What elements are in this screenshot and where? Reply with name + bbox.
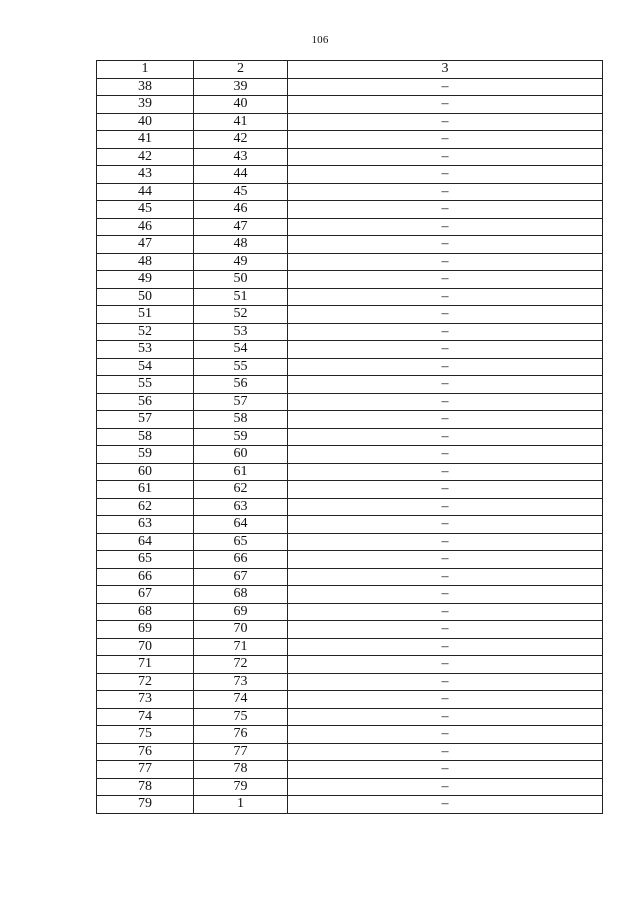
table-cell-col-2: 51 <box>194 288 288 306</box>
table-cell-col-1: 76 <box>97 743 194 761</box>
table-cell-col-3: – <box>288 673 603 691</box>
table-cell-col-1: 62 <box>97 498 194 516</box>
table-cell-col-2: 78 <box>194 761 288 779</box>
table-cell-col-3: – <box>288 131 603 149</box>
table-cell-col-3: – <box>288 201 603 219</box>
table-row <box>97 288 603 306</box>
table-row <box>97 411 603 429</box>
table-row <box>97 253 603 271</box>
table-cell-col-3: – <box>288 148 603 166</box>
table-cell-col-2: 57 <box>194 393 288 411</box>
table-cell-col-2: 76 <box>194 726 288 744</box>
table-row <box>97 516 603 534</box>
table-cell-col-1: 61 <box>97 481 194 499</box>
table-cell-col-2: 72 <box>194 656 288 674</box>
table-cell-col-3: – <box>288 463 603 481</box>
table-row <box>97 551 603 569</box>
table-cell-col-1: 77 <box>97 761 194 779</box>
table-cell-col-3: – <box>288 218 603 236</box>
table-cell-col-2: 43 <box>194 148 288 166</box>
table-cell-col-2: 53 <box>194 323 288 341</box>
table-cell-col-1: 71 <box>97 656 194 674</box>
table-cell-col-3: – <box>288 586 603 604</box>
table-cell-col-1: 74 <box>97 708 194 726</box>
table-row <box>97 638 603 656</box>
table-cell-col-3: – <box>288 656 603 674</box>
table-body <box>97 78 603 813</box>
table-row <box>97 148 603 166</box>
table-row <box>97 113 603 131</box>
table-cell-col-2: 59 <box>194 428 288 446</box>
table-cell-col-3: – <box>288 113 603 131</box>
table-cell-col-2: 49 <box>194 253 288 271</box>
table-cell-col-2: 75 <box>194 708 288 726</box>
table-cell-col-1: 68 <box>97 603 194 621</box>
table-cell-col-3: – <box>288 743 603 761</box>
table-cell-col-1: 79 <box>97 796 194 814</box>
table-cell-col-1: 59 <box>97 446 194 464</box>
table-row <box>97 131 603 149</box>
table-cell-col-3: – <box>288 96 603 114</box>
table-cell-col-2: 67 <box>194 568 288 586</box>
table-cell-col-3: – <box>288 183 603 201</box>
table-cell-col-3: – <box>288 411 603 429</box>
table-cell-col-3: – <box>288 323 603 341</box>
table-cell-col-1: 64 <box>97 533 194 551</box>
table-cell-col-3: – <box>288 481 603 499</box>
table-cell-col-3: – <box>288 376 603 394</box>
table-cell-col-2: 46 <box>194 201 288 219</box>
table-row <box>97 428 603 446</box>
table-cell-col-2: 70 <box>194 621 288 639</box>
table-row <box>97 376 603 394</box>
table-cell-col-1: 67 <box>97 586 194 604</box>
table-cell-col-1: 70 <box>97 638 194 656</box>
table-cell-col-1: 57 <box>97 411 194 429</box>
table-cell-col-1: 78 <box>97 778 194 796</box>
table-row <box>97 796 603 814</box>
table-row <box>97 708 603 726</box>
table-cell-col-2: 60 <box>194 446 288 464</box>
table-cell-col-1: 42 <box>97 148 194 166</box>
data-table <box>96 60 603 814</box>
table-cell-col-1: 49 <box>97 271 194 289</box>
table-cell-col-1: 58 <box>97 428 194 446</box>
header-row <box>97 61 603 79</box>
table-row <box>97 393 603 411</box>
table-cell-col-3: – <box>288 533 603 551</box>
table-cell-col-3: – <box>288 638 603 656</box>
table-cell-col-3: – <box>288 603 603 621</box>
table-cell-col-2: 45 <box>194 183 288 201</box>
table-cell-col-3: – <box>288 236 603 254</box>
table-cell-col-1: 60 <box>97 463 194 481</box>
table-cell-col-3: – <box>288 288 603 306</box>
table-cell-col-1: 56 <box>97 393 194 411</box>
table-cell-col-1: 47 <box>97 236 194 254</box>
table-row <box>97 201 603 219</box>
table-cell-col-3: – <box>288 778 603 796</box>
table-cell-col-2: 61 <box>194 463 288 481</box>
table-row <box>97 236 603 254</box>
table-cell-col-3: – <box>288 726 603 744</box>
table-cell-col-2: 39 <box>194 78 288 96</box>
table-cell-col-3: – <box>288 761 603 779</box>
table-cell-col-2: 79 <box>194 778 288 796</box>
table-row <box>97 691 603 709</box>
table-cell-col-3: – <box>288 358 603 376</box>
table-row <box>97 726 603 744</box>
table-cell-col-2: 73 <box>194 673 288 691</box>
table-cell-col-2: 1 <box>194 796 288 814</box>
table-cell-col-3: – <box>288 253 603 271</box>
table-row <box>97 271 603 289</box>
table-cell-col-1: 69 <box>97 621 194 639</box>
table-cell-col-2: 62 <box>194 481 288 499</box>
table-cell-col-1: 66 <box>97 568 194 586</box>
table-cell-col-2: 42 <box>194 131 288 149</box>
table-cell-col-1: 41 <box>97 131 194 149</box>
table-cell-col-3: – <box>288 516 603 534</box>
table-cell-col-1: 43 <box>97 166 194 184</box>
table-row <box>97 761 603 779</box>
table-cell-col-1: 53 <box>97 341 194 359</box>
page-number: 106 <box>311 34 329 46</box>
table-cell-col-3: – <box>288 568 603 586</box>
table-cell-col-1: 44 <box>97 183 194 201</box>
table-cell-col-3: – <box>288 621 603 639</box>
table-cell-col-1: 75 <box>97 726 194 744</box>
table-cell-col-1: 52 <box>97 323 194 341</box>
table-header <box>97 61 603 79</box>
table-cell-col-2: 47 <box>194 218 288 236</box>
column-header-3: 3 <box>288 61 603 79</box>
table-row <box>97 218 603 236</box>
table-cell-col-3: – <box>288 393 603 411</box>
table-row <box>97 498 603 516</box>
table-cell-col-1: 65 <box>97 551 194 569</box>
table-cell-col-2: 50 <box>194 271 288 289</box>
table-row <box>97 341 603 359</box>
table-cell-col-3: – <box>288 446 603 464</box>
table-cell-col-2: 54 <box>194 341 288 359</box>
table-cell-col-2: 56 <box>194 376 288 394</box>
table-row <box>97 96 603 114</box>
table-row <box>97 323 603 341</box>
table-row <box>97 183 603 201</box>
table-cell-col-2: 77 <box>194 743 288 761</box>
table-cell-col-2: 48 <box>194 236 288 254</box>
table-cell-col-2: 52 <box>194 306 288 324</box>
table-cell-col-2: 64 <box>194 516 288 534</box>
table-cell-col-3: – <box>288 551 603 569</box>
table-cell-col-3: – <box>288 691 603 709</box>
table-cell-col-3: – <box>288 498 603 516</box>
table-cell-col-3: – <box>288 166 603 184</box>
column-header-1: 1 <box>97 61 194 79</box>
table-row <box>97 586 603 604</box>
table-cell-col-2: 69 <box>194 603 288 621</box>
table-cell-col-1: 40 <box>97 113 194 131</box>
table-row <box>97 463 603 481</box>
table-cell-col-3: – <box>288 428 603 446</box>
table-row <box>97 656 603 674</box>
table-cell-col-1: 72 <box>97 673 194 691</box>
table-cell-col-3: – <box>288 271 603 289</box>
table-cell-col-1: 45 <box>97 201 194 219</box>
table-cell-col-2: 41 <box>194 113 288 131</box>
table-cell-col-2: 40 <box>194 96 288 114</box>
table-cell-col-2: 68 <box>194 586 288 604</box>
table-cell-col-1: 73 <box>97 691 194 709</box>
table-cell-col-3: – <box>288 341 603 359</box>
table-cell-col-1: 51 <box>97 306 194 324</box>
table-cell-col-1: 38 <box>97 78 194 96</box>
table-cell-col-2: 65 <box>194 533 288 551</box>
table-cell-col-3: – <box>288 78 603 96</box>
table-row <box>97 778 603 796</box>
table-cell-col-2: 63 <box>194 498 288 516</box>
table-cell-col-1: 54 <box>97 358 194 376</box>
table-cell-col-3: – <box>288 796 603 814</box>
table-row <box>97 743 603 761</box>
column-header-2: 2 <box>194 61 288 79</box>
table-row <box>97 446 603 464</box>
table-row <box>97 603 603 621</box>
table-cell-col-1: 39 <box>97 96 194 114</box>
table-row <box>97 358 603 376</box>
table-cell-col-1: 55 <box>97 376 194 394</box>
table-cell-col-1: 46 <box>97 218 194 236</box>
table-cell-col-2: 58 <box>194 411 288 429</box>
table-row <box>97 621 603 639</box>
table-row <box>97 533 603 551</box>
table-cell-col-1: 48 <box>97 253 194 271</box>
table-cell-col-2: 74 <box>194 691 288 709</box>
table-cell-col-3: – <box>288 708 603 726</box>
table-row <box>97 481 603 499</box>
table-cell-col-2: 71 <box>194 638 288 656</box>
table-row <box>97 306 603 324</box>
table-cell-col-2: 55 <box>194 358 288 376</box>
table-cell-col-3: – <box>288 306 603 324</box>
table-cell-col-1: 63 <box>97 516 194 534</box>
table-row <box>97 673 603 691</box>
table-row <box>97 78 603 96</box>
table-cell-col-1: 50 <box>97 288 194 306</box>
table-row <box>97 166 603 184</box>
table-cell-col-2: 66 <box>194 551 288 569</box>
table-row <box>97 568 603 586</box>
table-cell-col-2: 44 <box>194 166 288 184</box>
